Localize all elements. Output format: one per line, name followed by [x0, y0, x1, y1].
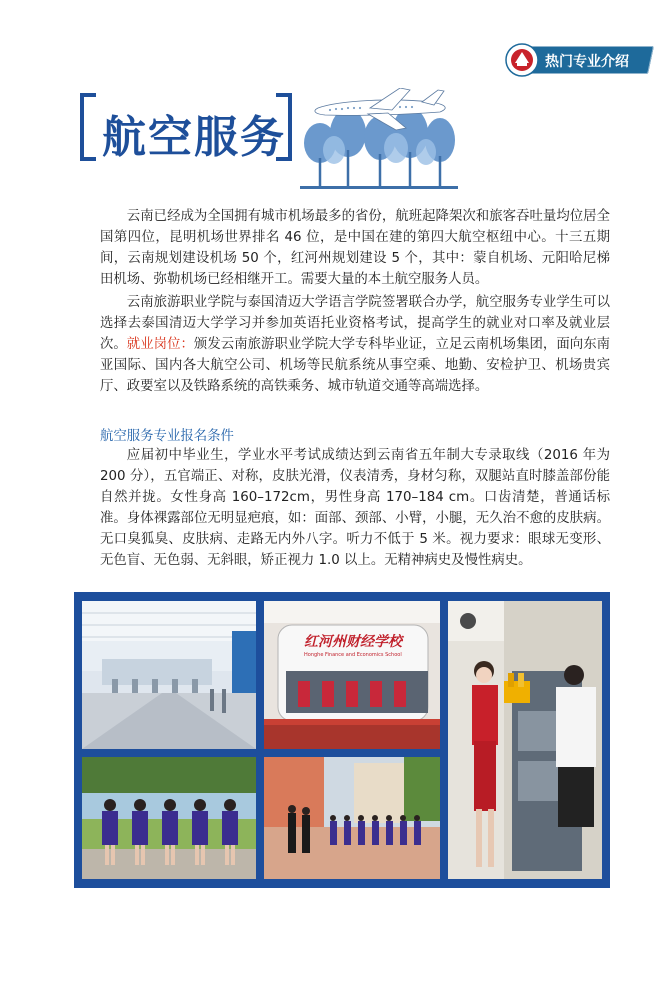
- employment-label: 就业岗位：: [126, 337, 194, 352]
- title-bracket-left: [80, 93, 96, 161]
- photo-training-cabin: [264, 601, 440, 749]
- employment-paragraph: [100, 334, 610, 397]
- photo-students-lineup: [264, 757, 440, 879]
- school-sign-chinese: 红河州财经学校: [304, 634, 402, 650]
- requirements-paragraph: 应届初中毕业生，学业水平考试成绩达到云南省五年制大专录取线（2016 年为 200 分），五官端正、对称，皮肤光滑，仪表清秀，身材匀称，双腿站直时膝盖部份能自然并拢。女性身高 160–172cm，男性身高 170–184 cm。口齿清楚，普通话标准。身体裸露部位无明显疤痕，如：面部、颈部、小臂，小腿，无久治不愈的皮肤病。无口臭狐臭、皮肤病、走路无内外八字。听力不低于 5 米。视力要求：眼球无变形、无色盲、无色弱、无斜眼，矫正视力 1.0 以上。无精神病史及慢性病史。: [100, 448, 610, 568]
- photo-airport-terminal: [82, 601, 256, 749]
- airplane-trees-illustration: [300, 88, 458, 193]
- photo-cabin-service: [448, 601, 602, 879]
- photo-grid: [74, 592, 610, 888]
- employment-text: 颁发云南旅游职业学院大学专科毕业证，立足云南机场集团，面向东南亚国际、国内各大航空公司、机场等民航系统从事空乘、地勤、安检护卫、机场贵宾厅、政要室以及铁路系统的高铁乘务、城市轨道交通等高端选择。: [100, 337, 611, 394]
- section-badge: [505, 43, 655, 77]
- badge-label: 热门专业介绍: [545, 54, 629, 70]
- school-seal-icon: [505, 43, 539, 77]
- cooperation-paragraph: 云南旅游职业学院与泰国清迈大学语言学院签署联合办学，航空服务专业学生可以选择去泰国清迈大学学习并参加英语托业资格考试，提高学生的就业对口率及就业层次。: [100, 295, 610, 352]
- page-title: 航空服务: [102, 112, 286, 163]
- intro-paragraph: 云南已经成为全国拥有城市机场最多的省份，航班起降架次和旅客吞吐量均位居全国第四位，昆明机场世界排名 46 位，是中国在建的第四大航空枢纽中心。十三五期间，云南规划建设机场 50 个，红河州规划建设 5 个，其中：蒙自机场、元阳哈尼梯田机场、弥勒机场已经相继开工。需要大量的本土航空服务人员。: [100, 209, 610, 287]
- page-title-block: [80, 93, 300, 168]
- photo-students-group: [82, 757, 256, 879]
- school-sign: [304, 631, 434, 658]
- title-bracket-right: [276, 93, 292, 161]
- school-sign-english: Honghe Finance and Economics School: [304, 652, 402, 658]
- requirements-heading: 航空服务专业报名条件: [100, 429, 234, 444]
